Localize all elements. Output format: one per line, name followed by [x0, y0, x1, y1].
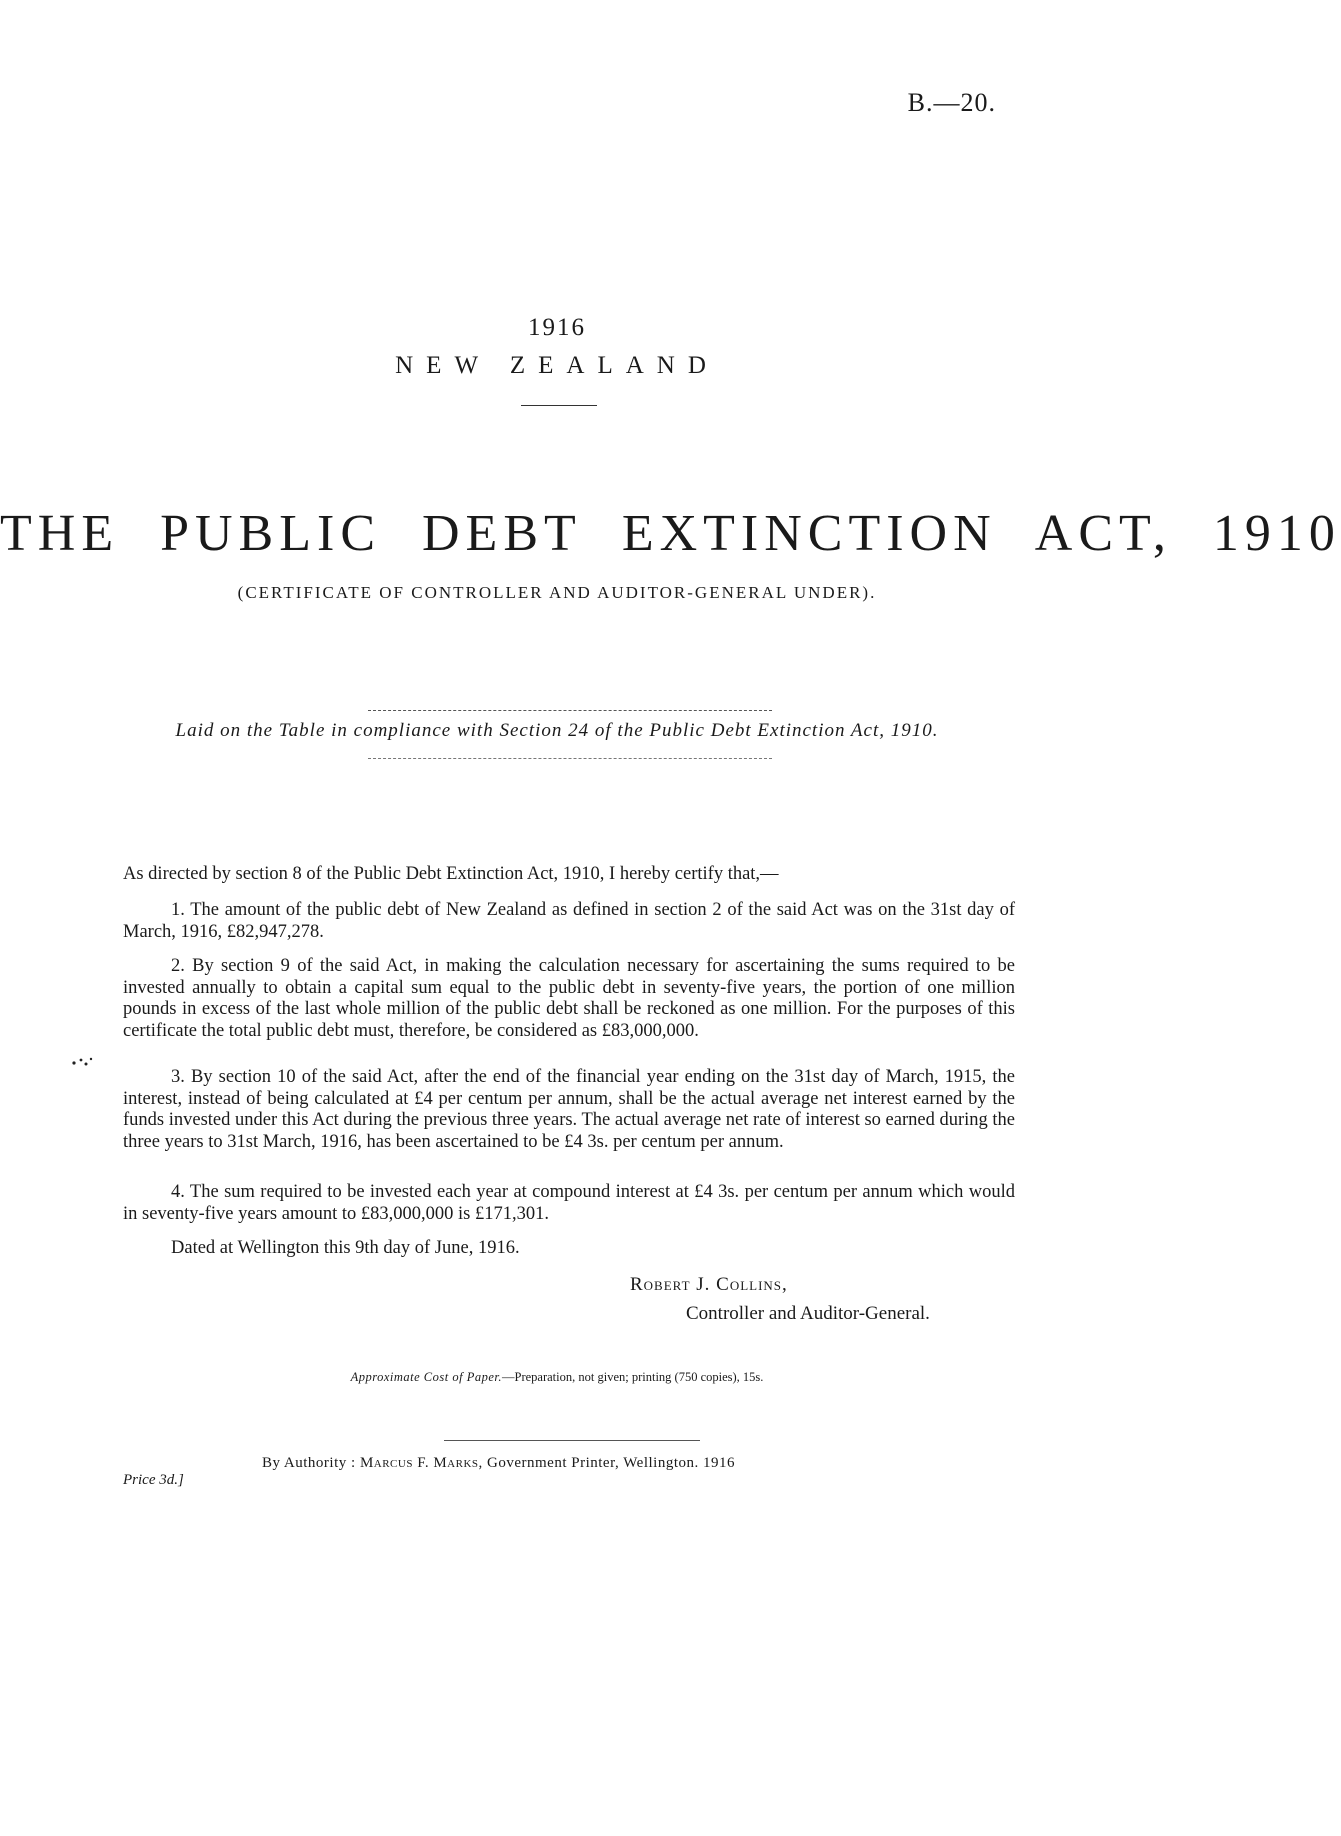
dated-line: Dated at Wellington this 9th day of June, 1916. — [171, 1238, 520, 1258]
certificate-paragraph-4: 4. The sum required to be invested each year at compound interest at £4 3s. per centum per annum which would in seventy-five years amount to £83,000,000 is £171,301. — [123, 1182, 1015, 1224]
country-heading: NEW ZEALAND — [395, 352, 719, 379]
cost-note-label: Approximate Cost of Paper. — [350, 1370, 502, 1384]
scan-speck-marks — [70, 1054, 96, 1068]
document-year: 1916 — [528, 314, 586, 341]
divider-rule — [368, 758, 772, 759]
signatory-title: Controller and Auditor-General. — [686, 1303, 930, 1324]
act-subtitle: (CERTIFICATE OF CONTROLLER AND AUDITOR-GENERAL UNDER). — [237, 583, 877, 602]
laid-on-table-note: Laid on the Table in compliance with Section 24 of the Public Debt Extinction Act, 1910. — [175, 720, 939, 741]
authority-prefix: By Authority : — [262, 1455, 356, 1471]
divider-rule — [444, 1440, 700, 1441]
certificate-paragraph-3: 3. By section 10 of the said Act, after the end of the financial year ending on the 31st day of March, 1915, the interest, instead of being calculated at £4 per centum per annum, shall be the actual average net interest earned by the funds invested under this Act during the previous three years. The actual average net rate of interest so earned during the three years to 31st March, 1916, has been ascertained to be £4 3s. per centum per annum. — [123, 1067, 1015, 1152]
printer-name: Marcus F. Marks, — [359, 1455, 483, 1471]
act-title: THE PUBLIC DEBT EXTINCTION ACT, 1910 — [0, 505, 1341, 562]
authority-suffix: Government Printer, Wellington. 1916 — [487, 1455, 735, 1471]
cost-note-text: —Preparation, not given; printing (750 copies), 15s. — [502, 1370, 764, 1384]
certificate-paragraph-2: 2. By section 9 of the said Act, in making the calculation necessary for ascertaining the sums required to be invested annually to obtain a capital sum equal to the public debt in seventy-five years, the portion of one million pounds in excess of the last whole million of the public debt shall be reckoned as one million. For the purposes of this certificate the total public debt must, therefore, be considered as £83,000,000. — [123, 956, 1015, 1041]
divider-rule — [521, 405, 597, 406]
price-note: Price 3d.] — [123, 1472, 184, 1488]
certificate-paragraph-1: 1. The amount of the public debt of New Zealand as defined in section 2 of the said Act was on the 31st day of March, 1916, £82,947,278. — [123, 900, 1015, 942]
cost-note — [0, 1370, 1114, 1385]
divider-rule — [368, 710, 772, 711]
signatory-name: Robert J. Collins, — [630, 1274, 788, 1295]
document-reference: B.—20. — [907, 88, 996, 117]
certificate-intro: As directed by section 8 of the Public Debt Extinction Act, 1910, I hereby certify that,— — [123, 864, 779, 884]
printer-authority-line — [262, 1455, 735, 1472]
